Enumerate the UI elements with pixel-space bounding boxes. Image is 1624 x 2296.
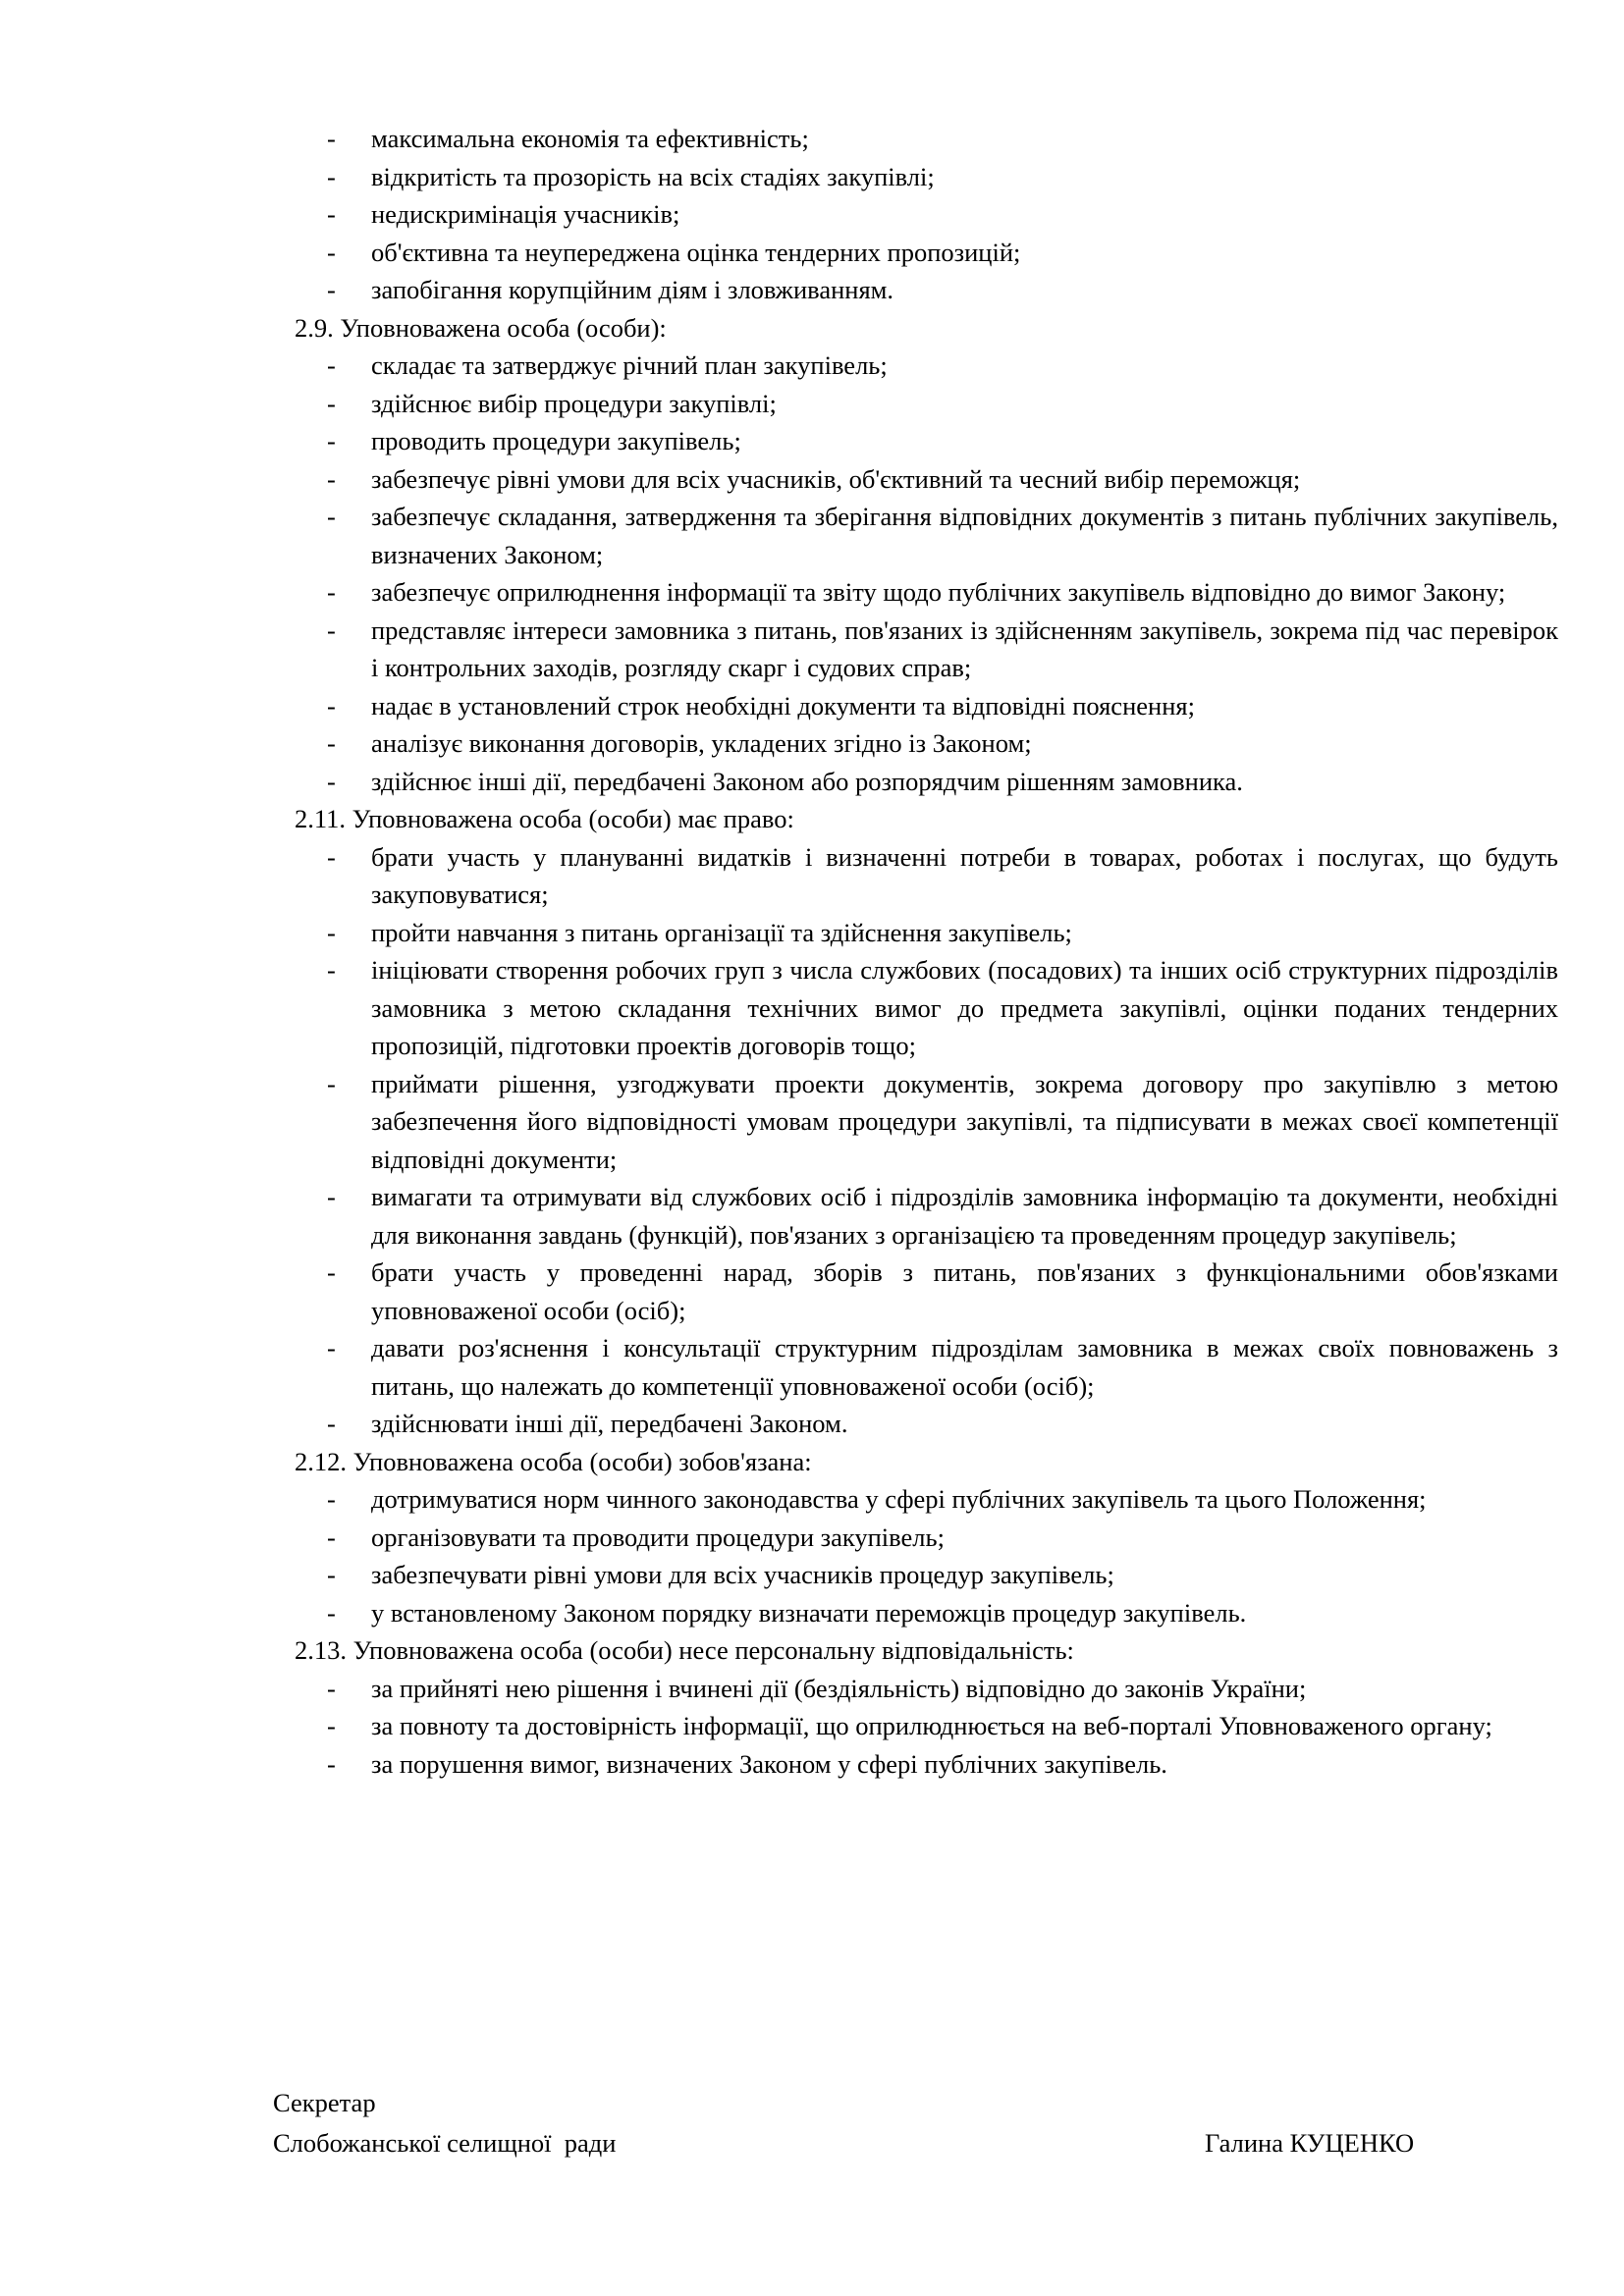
- list-item-text: за повноту та достовірність інформації, що оприлюднюється на веб-порталі Уповноваженого органу;: [371, 1711, 1492, 1740]
- list-item: [295, 195, 1558, 234]
- bullet-dash: -: [327, 917, 336, 947]
- list-item-text: недискримінація учасників;: [371, 199, 680, 229]
- bullet-dash: -: [327, 1560, 336, 1589]
- list-item-text: об'єктивна та неупереджена оцінка тендерних пропозицій;: [371, 237, 1021, 267]
- bullet-dash: -: [327, 690, 336, 721]
- list-item: [295, 1594, 1558, 1632]
- bullet-dash: -: [327, 350, 336, 380]
- bullet-dash: -: [327, 841, 336, 872]
- bullet-dash: -: [327, 577, 336, 607]
- list-item: [295, 914, 1558, 952]
- section-heading: 2.9. Уповноважена особа (особи):: [295, 312, 667, 343]
- list-item-text: здійснює вибір процедури закупівлі;: [371, 388, 777, 418]
- list-item: [295, 158, 1558, 196]
- bullet-dash: -: [327, 614, 336, 645]
- bullet-dash: -: [327, 1333, 336, 1362]
- list-item-text: забезпечує оприлюднення інформації та звіту щодо публічних закупівель відповідно до вимог Закону;: [371, 577, 1506, 607]
- list-item: [295, 347, 1558, 385]
- signatory-name: Галина КУЦЕНКО: [1205, 2128, 1415, 2158]
- list-item-text: надає в установлений строк необхідні документи та відповідні пояснення;: [371, 690, 1195, 721]
- list-item: [295, 498, 1558, 573]
- list-item: [295, 1670, 1558, 1708]
- bullet-dash: -: [327, 1673, 336, 1703]
- list-item-text: у встановленому Законом порядку визначати переможців процедур закупівель.: [371, 1597, 1247, 1628]
- document-body: [295, 120, 1558, 1783]
- list-item-text: аналізує виконання договорів, укладених згідно із Законом;: [371, 728, 1032, 758]
- bullet-dash: -: [327, 161, 336, 191]
- list-item: [295, 460, 1558, 499]
- list-item: [295, 1065, 1558, 1179]
- list-item: [295, 763, 1558, 801]
- list-item: [295, 1745, 1558, 1784]
- signature-block: [273, 2083, 616, 2163]
- bullet-dash: -: [327, 1522, 336, 1552]
- list-item: [295, 1707, 1558, 1745]
- list-item-text: запобігання корупційним діям і зловживанням.: [371, 275, 894, 304]
- bullet-dash: -: [327, 388, 336, 418]
- section-heading: 2.12. Уповноважена особа (особи) зобов'язана:: [295, 1446, 812, 1476]
- list-item: [295, 1254, 1558, 1329]
- list-item-text: вимагати та отримувати від службових осіб і підрозділів замовника інформацію та документи, необхідні для виконання завдань (функцій), пов'язаних з організацією та проведенням процедур закупівель;: [371, 1182, 1558, 1250]
- list-item-text: брати участь у плануванні видатків і визначенні потреби в товарах, роботах і послугах, що будуть закуповуватися;: [371, 841, 1558, 909]
- bullet-dash: -: [327, 1711, 336, 1740]
- list-item: [295, 120, 1558, 158]
- list-item: [295, 1178, 1558, 1254]
- list-item-text: здійснює інші дії, передбачені Законом або розпорядчим рішенням замовника.: [371, 766, 1243, 796]
- bullet-dash: -: [327, 955, 336, 985]
- list-item: [295, 1519, 1558, 1557]
- bullet-dash: -: [327, 1068, 336, 1098]
- list-item-text: брати участь у проведенні нарад, зборів з питань, пов'язаних з функціональними обов'язками уповноваженої особи (осіб);: [371, 1257, 1558, 1325]
- bullet-dash: -: [327, 426, 336, 455]
- section-heading: 2.11. Уповноважена особа (особи) має право:: [295, 804, 794, 833]
- bullet-dash: -: [327, 275, 336, 304]
- bullet-dash: -: [327, 1257, 336, 1287]
- section-heading: 2.13. Уповноважена особа (особи) несе персональну відповідальність:: [295, 1635, 1074, 1665]
- list-item-text: відкритість та прозорість на всіх стадіях закупівлі;: [371, 161, 935, 191]
- list-item-text: приймати рішення, узгоджувати проекти документів, зокрема договору про закупівлю з метою забезпечення його відповідності умовам процедури закупівлі, та підписувати в межах своєї компетенції відповідні документи;: [371, 1068, 1558, 1174]
- list-item: [295, 612, 1558, 687]
- list-item-text: давати роз'яснення і консультації структурним підрозділам замовника в межах своїх повноважень з питань, що належать до компетенції уповноваженої особи (осіб);: [371, 1333, 1558, 1401]
- bullet-dash: -: [327, 728, 336, 758]
- bullet-dash: -: [327, 463, 336, 494]
- bullet-dash: -: [327, 1484, 336, 1514]
- list-item-text: максимальна економія та ефективність;: [371, 124, 809, 153]
- list-item-text: складає та затверджує річний план закупівель;: [371, 350, 888, 380]
- list-item-text: пройти навчання з питань організації та здійснення закупівель;: [371, 917, 1072, 947]
- list-item: [295, 1480, 1558, 1519]
- list-item: [295, 385, 1558, 423]
- list-item: [295, 271, 1558, 309]
- list-item-text: ініціювати створення робочих груп з числа службових (посадових) та інших осіб структурних підрозділів замовника з метою складання технічних вимог до предмета закупівлі, оцінки поданих тендерних пропозицій, підготовки проектів договорів тощо;: [371, 955, 1558, 1060]
- list-item: [295, 234, 1558, 272]
- signature-title-line1: Секретар: [273, 2088, 376, 2117]
- list-item-text: організовувати та проводити процедури закупівель;: [371, 1522, 945, 1552]
- list-item-text: здійснювати інші дії, передбачені Законом.: [371, 1409, 848, 1438]
- bullet-dash: -: [327, 237, 336, 267]
- list-item-text: за прийняті нею рішення і вчинені дії (бездіяльність) відповідно до законів України;: [371, 1673, 1307, 1703]
- bullet-dash: -: [327, 502, 336, 531]
- list-item: [295, 573, 1558, 612]
- list-item: [295, 838, 1558, 914]
- list-item-text: забезпечує рівні умови для всіх учасників, об'єктивний та чесний вибір переможця;: [371, 463, 1301, 494]
- bullet-dash: -: [327, 199, 336, 229]
- list-item: [295, 1329, 1558, 1405]
- list-item-text: за порушення вимог, визначених Законом у сфері публічних закупівель.: [371, 1748, 1167, 1779]
- list-item: [295, 1405, 1558, 1443]
- list-item: [295, 724, 1558, 763]
- bullet-dash: -: [327, 124, 336, 153]
- bullet-dash: -: [327, 1182, 336, 1211]
- list-item: [295, 422, 1558, 460]
- bullet-dash: -: [327, 1409, 336, 1438]
- list-item: [295, 1556, 1558, 1594]
- bullet-dash: -: [327, 766, 336, 796]
- list-item-text: представляє інтереси замовника з питань, пов'язаних із здійсненням закупівель, зокрема під час перевірок і контрольних заходів, розгляду скарг і судових справ;: [371, 614, 1558, 682]
- list-item: [295, 951, 1558, 1065]
- bullet-dash: -: [327, 1748, 336, 1779]
- list-item-text: забезпечує складання, затвердження та зберігання відповідних документів з питань публічних закупівель, визначених Законом;: [371, 502, 1558, 569]
- list-item: [295, 687, 1558, 725]
- signature-title-line2: Слобожанської селищної ради: [273, 2128, 617, 2158]
- list-item-text: дотримуватися норм чинного законодавства у сфері публічних закупівель та цього Положення;: [371, 1484, 1427, 1514]
- bullet-dash: -: [327, 1597, 336, 1628]
- list-item-text: забезпечувати рівні умови для всіх учасників процедур закупівель;: [371, 1560, 1114, 1589]
- list-item-text: проводить процедури закупівель;: [371, 426, 741, 455]
